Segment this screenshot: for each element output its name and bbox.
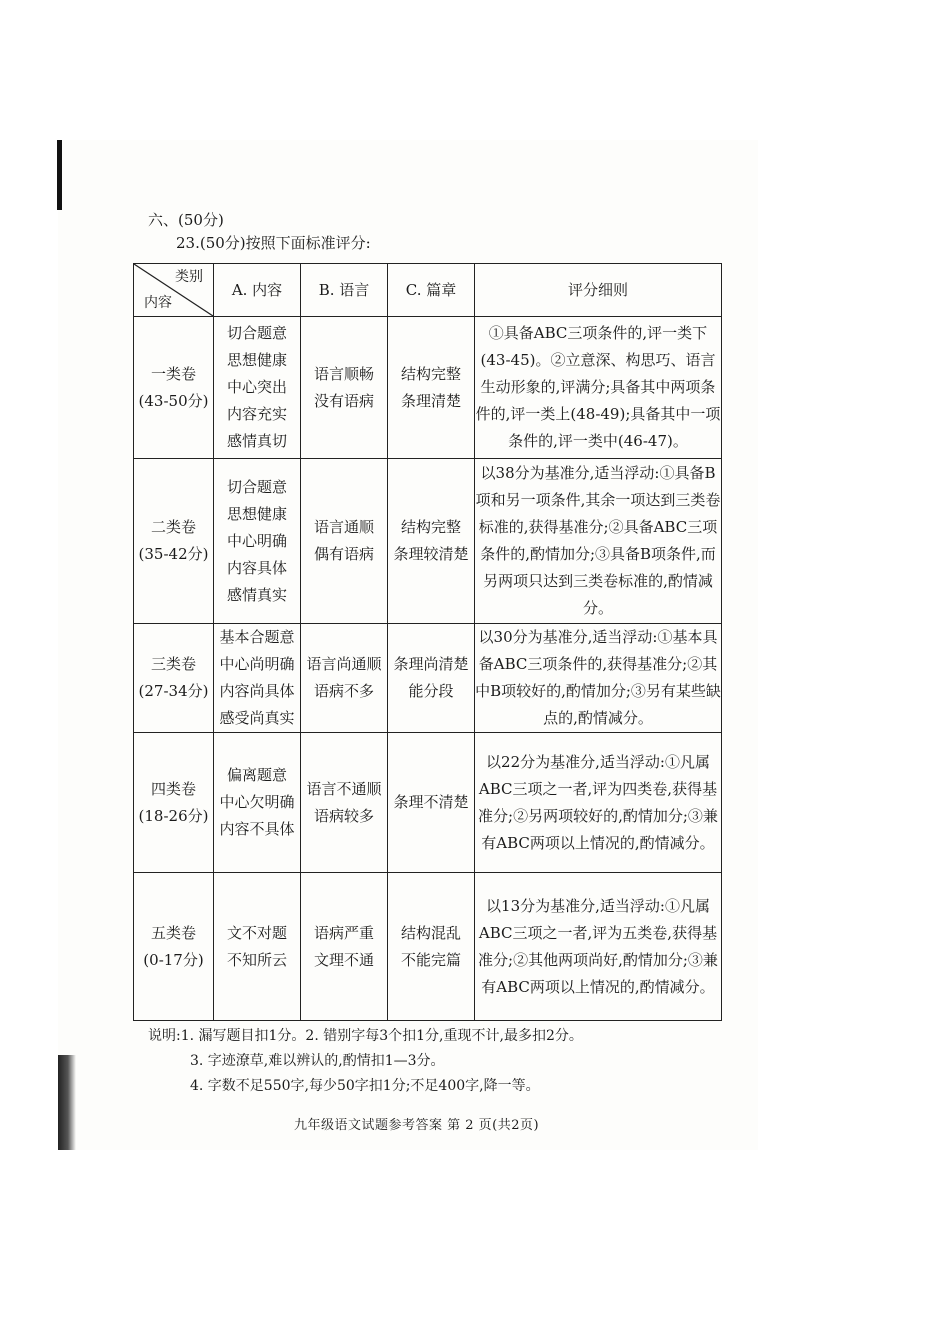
scoring-detail-cell: 以22分为基准分,适当浮动:①凡属ABC三项之一者,评为四类卷,获得基准分;②另两项较好的,酌情加分;③兼有ABC两项以上情况的,酌情减分。 <box>475 733 722 873</box>
content-criteria-cell: 文不对题 不知所云 <box>214 873 301 1021</box>
structure-criteria-cell: 条理尚清楚 能分段 <box>388 624 475 733</box>
header-structure: C. 篇章 <box>388 264 475 317</box>
scoring-detail-cell: 以38分为基准分,适当浮动:①具备B项和另一项条件,其余一项达到三类卷标准的,获得基准分;②具备ABC三项条件的,酌情加分;③具备B项条件,而另两项只达到三类卷标准的,酌情减分。 <box>475 459 722 624</box>
content-criteria-cell: 基本合题意 中心尚明确 内容尚具体 感受尚真实 <box>214 624 301 733</box>
content-criteria-cell: 切合题意 思想健康 中心突出 内容充实 感情真切 <box>214 317 301 459</box>
table-row <box>134 317 722 459</box>
category-cell: 四类卷 (18-26分) <box>134 733 214 873</box>
scan-edge-shadow <box>57 140 62 210</box>
structure-criteria-cell: 结构完整 条理较清楚 <box>388 459 475 624</box>
note-line: 说明:1. 漏写题目扣1分。2. 错别字每3个扣1分,重现不计,最多扣2分。 <box>148 1028 583 1044</box>
corner-label-category: 类别 <box>175 269 203 285</box>
table-row <box>134 733 722 873</box>
content-criteria-cell: 偏离题意 中心欠明确 内容不具体 <box>214 733 301 873</box>
table-header-row <box>134 264 722 317</box>
structure-criteria-cell: 结构完整 条理清楚 <box>388 317 475 459</box>
header-scoring-details: 评分细则 <box>475 264 722 317</box>
corner-label-content: 内容 <box>144 295 172 311</box>
category-cell: 二类卷 (35-42分) <box>134 459 214 624</box>
header-content: A. 内容 <box>214 264 301 317</box>
page-footer: 九年级语文试题参考答案 第 2 页(共2页) <box>294 1118 540 1133</box>
table-row <box>134 624 722 733</box>
language-criteria-cell: 语言顺畅 没有语病 <box>301 317 388 459</box>
content-criteria-cell: 切合题意 思想健康 中心明确 内容具体 感情真实 <box>214 459 301 624</box>
category-cell: 五类卷 (0-17分) <box>134 873 214 1021</box>
header-language: B. 语言 <box>301 264 388 317</box>
category-cell: 一类卷 (43-50分) <box>134 317 214 459</box>
language-criteria-cell: 语言不通顺 语病较多 <box>301 733 388 873</box>
table-row <box>134 873 722 1021</box>
grading-table <box>133 263 722 1021</box>
language-criteria-cell: 语言尚通顺 语病不多 <box>301 624 388 733</box>
note-line: 4. 字数不足550字,每少50字扣1分;不足400字,降一等。 <box>190 1078 540 1094</box>
scoring-detail-cell: ①具备ABC三项条件的,评一类下(43-45)。②立意深、构思巧、语言生动形象的,评满分;具备其中两项条件的,评一类上(48-49);具备其中一项条件的,评一类中(46-47)。 <box>475 317 722 459</box>
language-criteria-cell: 语言通顺 偶有语病 <box>301 459 388 624</box>
table-row <box>134 459 722 624</box>
structure-criteria-cell: 条理不清楚 <box>388 733 475 873</box>
corner-header-cell <box>134 264 214 317</box>
section-title: 六、(50分) <box>148 211 224 229</box>
scan-edge-shadow <box>58 1055 76 1150</box>
structure-criteria-cell: 结构混乱 不能完篇 <box>388 873 475 1021</box>
category-cell: 三类卷 (27-34分) <box>134 624 214 733</box>
question-instruction: 23.(50分)按照下面标准评分: <box>176 234 371 252</box>
scoring-detail-cell: 以13分为基准分,适当浮动:①凡属ABC三项之一者,评为五类卷,获得基准分;②其他两项尚好,酌情加分;③兼有ABC两项以上情况的,酌情减分。 <box>475 873 722 1021</box>
note-line: 3. 字迹潦草,难以辨认的,酌情扣1—3分。 <box>190 1053 445 1069</box>
language-criteria-cell: 语病严重 文理不通 <box>301 873 388 1021</box>
scoring-detail-cell: 以30分为基准分,适当浮动:①基本具备ABC三项条件的,获得基准分;②其中B项较好的,酌情加分;③另有某些缺点的,酌情减分。 <box>475 624 722 733</box>
